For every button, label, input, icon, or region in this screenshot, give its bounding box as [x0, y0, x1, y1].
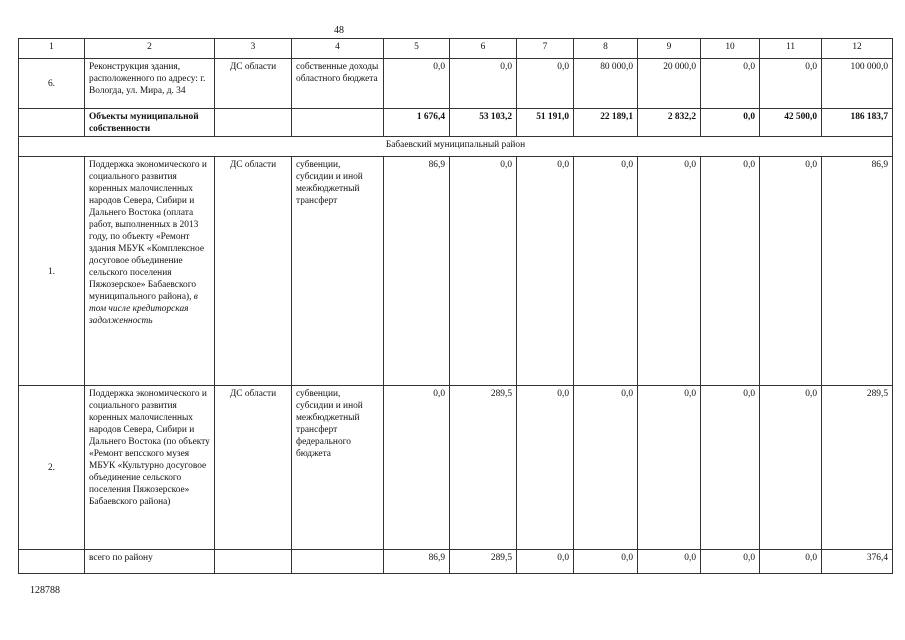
funding-type: собственные доходы областного бюджета	[292, 59, 384, 109]
region-row	[19, 137, 893, 157]
header-row	[19, 39, 893, 59]
value-cell: 0,0	[517, 386, 574, 550]
value-cell: 0,0	[701, 386, 760, 550]
row-number: 6.	[19, 59, 85, 109]
funding-source: ДС области	[215, 157, 292, 386]
value-cell: 0,0	[450, 59, 517, 109]
value-cell: 22 189,1	[574, 109, 638, 137]
value-cell: 51 191,0	[517, 109, 574, 137]
header-cell: 5	[384, 39, 450, 59]
table-row	[19, 386, 893, 550]
object-name	[85, 157, 215, 386]
object-name-text: Поддержка экономического и социального развития коренных малочисленных народов Севера, Сибири и Дальнего Востока (оплата работ, выполненных в 2013 году, по объекту «Ремонт здания МБУК «Комплексное досуговое объединение сельского поселения Пяжозерское» Бабаевского муниципального района),	[89, 160, 207, 302]
value-cell: 0,0	[517, 157, 574, 386]
value-cell: 2 832,2	[638, 109, 701, 137]
value-cell: 0,0	[450, 157, 517, 386]
value-cell: 289,5	[450, 386, 517, 550]
value-cell: 1 676,4	[384, 109, 450, 137]
table-row	[19, 157, 893, 386]
value-cell: 0,0	[574, 157, 638, 386]
row-number: 1.	[19, 157, 85, 386]
value-cell: 0,0	[638, 550, 701, 574]
value-cell: 0,0	[701, 109, 760, 137]
header-cell: 12	[822, 39, 893, 59]
header-cell: 1	[19, 39, 85, 59]
value-cell: 86,9	[384, 550, 450, 574]
value-cell: 0,0	[384, 386, 450, 550]
value-cell: 0,0	[760, 386, 822, 550]
region-title: Бабаевский муниципальный район	[19, 137, 893, 157]
header-cell: 3	[215, 39, 292, 59]
value-cell: 100 000,0	[822, 59, 893, 109]
object-name: Реконструкция здания, расположенного по адресу: г. Вологда, ул. Мира, д. 34	[85, 59, 215, 109]
document-code: 128788	[30, 585, 60, 596]
value-cell: 0,0	[517, 550, 574, 574]
value-cell: 0,0	[517, 59, 574, 109]
value-cell: 0,0	[701, 59, 760, 109]
header-cell: 6	[450, 39, 517, 59]
value-cell: 0,0	[574, 386, 638, 550]
value-cell: 42 500,0	[760, 109, 822, 137]
value-cell: 0,0	[574, 550, 638, 574]
value-cell: 186 183,7	[822, 109, 893, 137]
value-cell: 0,0	[760, 59, 822, 109]
value-cell: 376,4	[822, 550, 893, 574]
value-cell: 0,0	[760, 550, 822, 574]
value-cell: 80 000,0	[574, 59, 638, 109]
value-cell: 289,5	[450, 550, 517, 574]
value-cell: 0,0	[701, 157, 760, 386]
row-number: 2.	[19, 386, 85, 550]
funding-type: субвенции, субсидии и иной межбюджетный трансферт	[292, 157, 384, 386]
subtotal-row	[19, 109, 893, 137]
object-name: Поддержка экономического и социального развития коренных малочисленных народов Севера, Сибири и Дальнего Востока (по объекту «Ремонт вепсского музея МБУК «Культурно досуговое объединение сельского поселения Пяжозерское» Бабаевского района)	[85, 386, 215, 550]
district-total-row	[19, 550, 893, 574]
header-cell: 11	[760, 39, 822, 59]
budget-table	[18, 38, 893, 574]
value-cell: 289,5	[822, 386, 893, 550]
funding-source: ДС области	[215, 386, 292, 550]
value-cell: 0,0	[701, 550, 760, 574]
header-cell: 7	[517, 39, 574, 59]
value-cell: 86,9	[384, 157, 450, 386]
header-cell: 10	[701, 39, 760, 59]
subtotal-label: Объекты муниципальной собственности	[85, 109, 215, 137]
value-cell: 0,0	[384, 59, 450, 109]
table-row	[19, 59, 893, 109]
value-cell: 0,0	[638, 386, 701, 550]
header-cell: 2	[85, 39, 215, 59]
district-total-label: всего по району	[85, 550, 215, 574]
header-cell: 9	[638, 39, 701, 59]
value-cell: 53 103,2	[450, 109, 517, 137]
value-cell: 86,9	[822, 157, 893, 386]
object-name-italic: в том числе кредиторская задолженность	[89, 292, 198, 326]
funding-type: субвенции, субсидии и иной межбюджетный трансферт федерального бюджета	[292, 386, 384, 550]
value-cell: 20 000,0	[638, 59, 701, 109]
value-cell: 0,0	[638, 157, 701, 386]
funding-source: ДС области	[215, 59, 292, 109]
value-cell: 0,0	[760, 157, 822, 386]
page-number: 48	[334, 25, 344, 36]
header-cell: 4	[292, 39, 384, 59]
header-cell: 8	[574, 39, 638, 59]
